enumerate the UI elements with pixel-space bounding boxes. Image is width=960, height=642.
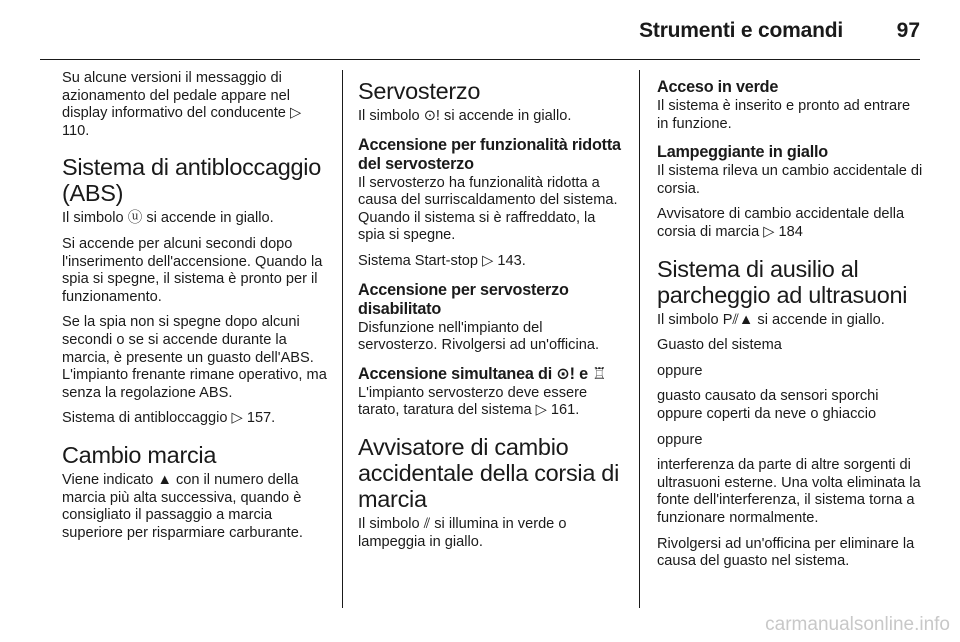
paragraph: Il servosterzo ha funzionalità ridotta a causa del surriscaldamento del sistema. Quando il sistema si è raffreddato, la spia si spegne. [358,174,618,244]
heading-power-steering: Servosterzo [358,78,481,104]
column-middle [358,70,624,559]
paragraph: Il simbolo ⊙! si accende in giallo. [358,108,572,124]
column-divider-1 [342,70,343,608]
paragraph: Il sistema è inserito e pronto ad entrare in funzione. [657,98,911,132]
paragraph: Si accende per alcuni secondi dopo l'inserimento dell'accensione. Quando la spia si spegne, il sistema è pronto per il funzionamento. [62,235,323,305]
paragraph: Sistema di antibloccaggio ▷ 157. [62,410,276,427]
subheading-reduced: Accensione per funzionalità ridotta del servosterzo [358,135,621,173]
paragraph: Il simbolo P⫽▲ si accende in giallo. [657,311,885,328]
paragraph: Su alcune versioni il messaggio di azionamento del pedale appare nel display informativo del conducente ▷ 110. [62,70,302,139]
heading-abs: Sistema di antibloccaggio (ABS) [62,154,321,207]
subheading-green: Acceso in verde [657,78,779,96]
paragraph: oppure [657,431,703,448]
subheading-disabled: Accensione per servosterzo disabilitato [358,280,569,318]
paragraph: Avvisatore di cambio accidentale della corsia di marcia ▷ 184 [657,206,905,240]
paragraph: Viene indicato ▲ con il numero della marcia più alta successiva, quando è consigliato il passaggio a marcia superiore per risparmiare carburante. [62,471,303,541]
subheading-simultaneous: Accensione simultanea di ⊙! e ♖ [358,364,607,383]
paragraph: Disfunzione nell'impianto del servosterzo. Rivolgersi ad un'officina. [358,319,599,354]
paragraph: Rivolgersi ad un'officina per eliminare la causa del guasto nel sistema. [657,535,915,570]
page-header [0,0,960,60]
page-number: 97 [896,19,920,42]
column-divider-2 [639,70,640,608]
heading-parking-assist: Sistema di ausilio al parcheggio ad ultrasuoni [657,255,908,308]
watermark: carmanualsonline.info [765,614,950,635]
heading-gear-shift: Cambio marcia [62,441,217,468]
header-divider [40,59,920,60]
paragraph: Il simbolo ⫽ si illumina in verde o lampeggia in giallo. [358,515,567,550]
subheading-yellow: Lampeggiante in giallo [657,143,828,162]
column-left [62,70,328,550]
section-title: Strumenti e comandi [639,19,843,42]
paragraph: interferenza da parte di altre sorgenti di ultrasuoni esterne. Una volta eliminata la fonte dell'interferenza, il sistema torna a funzionare normalmente. [657,457,921,526]
column-right [657,70,923,579]
paragraph: Sistema Start-stop ▷ 143. [358,252,526,269]
paragraph: guasto causato da sensori sporchi oppure coperti da neve o ghiaccio [657,388,879,422]
paragraph: Se la spia non si spegne dopo alcuni secondi o se si accende durante la marcia, è presente un guasto dell'ABS. L'impianto frenante rimane operativo, ma senza la regolazione ABS. [62,314,327,401]
paragraph: Guasto del sistema [657,337,782,354]
paragraph: oppure [657,362,703,379]
paragraph: Il sistema rileva un cambio accidentale di corsia. [657,163,923,197]
heading-lane-departure: Avvisatore di cambio accidentale della corsia di marcia [358,433,620,512]
paragraph: Il simbolo ⓤ si accende in giallo. [62,210,274,227]
paragraph: L'impianto servosterzo deve essere tarato, taratura del sistema ▷ 161. [358,384,588,419]
